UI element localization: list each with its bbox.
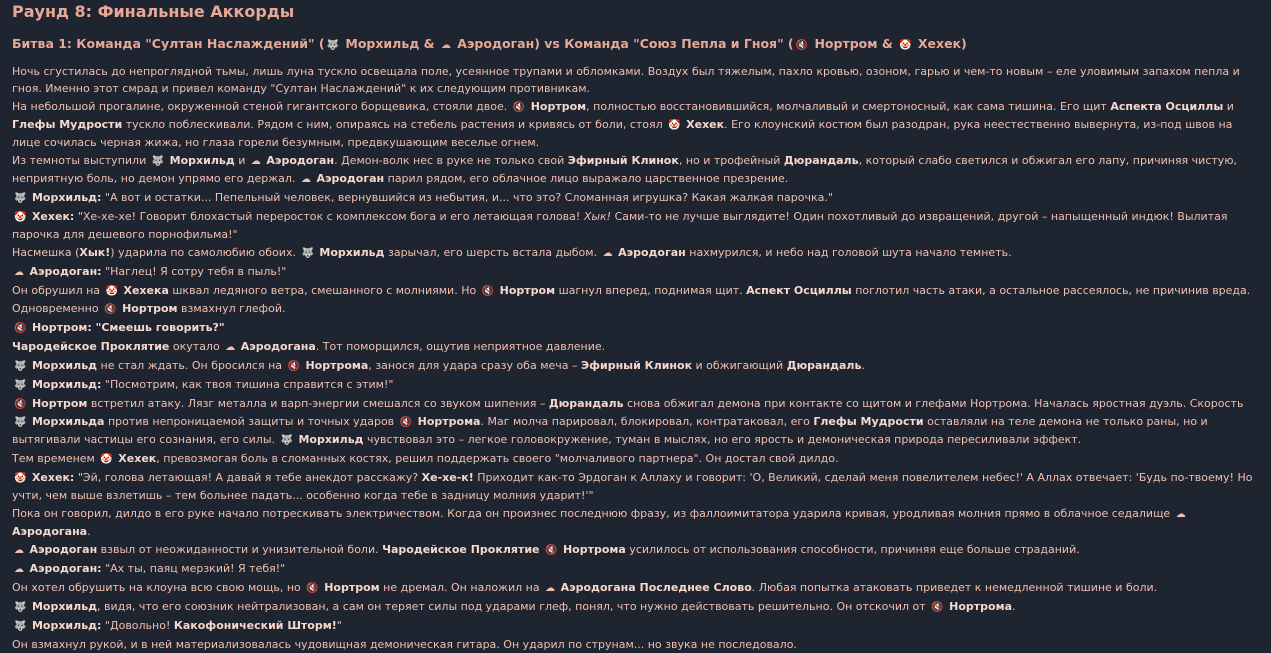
text-run: "Хе-хе-хе! Говорит блохастый переросток с комплексом бога и его летающая голова! bbox=[74, 210, 584, 223]
bold-name: Чародейское Проклятие bbox=[12, 340, 170, 353]
story-paragraph bbox=[12, 98, 1259, 151]
wolf-icon: 🐺 bbox=[301, 248, 314, 259]
text-run: Тем временем bbox=[12, 452, 99, 465]
bold-name: Аэродоган bbox=[29, 543, 98, 556]
text-run: "Ах ты, паяц мерзкий! Я тебя!" bbox=[101, 562, 286, 575]
story-paragraph bbox=[12, 338, 1259, 356]
cloud-icon: ☁ bbox=[1175, 509, 1186, 520]
bold-name: Морхильд bbox=[319, 246, 385, 259]
cloud-icon: ☁ bbox=[14, 564, 24, 575]
bold-name: Хехек: bbox=[31, 471, 75, 484]
text-run: не дремал. Он наложил на bbox=[379, 581, 544, 594]
bold-name: "Смеешь говорить?" bbox=[91, 321, 225, 334]
bold-name: Дюрандаль bbox=[786, 359, 862, 372]
bold-name: Аэродогана bbox=[12, 525, 88, 538]
text-run: шквал ледяного ветра, смешанного с молниями. Но bbox=[168, 284, 480, 297]
cloud-icon: ☁ bbox=[225, 342, 236, 353]
story-paragraph bbox=[12, 617, 1259, 635]
clown-icon: 🤡 bbox=[14, 473, 27, 484]
cloud-icon: ☁ bbox=[14, 267, 24, 278]
bold-name: Нортром bbox=[31, 397, 88, 410]
text-run: . bbox=[861, 359, 865, 372]
mute-icon: 🔇 bbox=[399, 417, 413, 428]
text-run: "Эй, голова летающая! А давай я тебе анекдот расскажу? bbox=[74, 471, 422, 484]
text-run: и обжигающий bbox=[692, 359, 787, 372]
story-paragraph bbox=[12, 189, 1259, 207]
story-paragraph bbox=[12, 541, 1259, 559]
mute-icon: 🔇 bbox=[545, 545, 558, 556]
bold-name: Аэродоган: bbox=[29, 562, 102, 575]
text-run: , занося для удара сразу оба меча – bbox=[368, 359, 581, 372]
bold-name: Глефы Мудрости bbox=[12, 118, 123, 131]
text-run: . Тот поморщился, ощутив неприятное давление. bbox=[315, 340, 606, 353]
clown-icon: 🤡 bbox=[668, 120, 681, 131]
bold-name: Дюрандаль bbox=[548, 397, 624, 410]
bold-name: Нортром bbox=[324, 581, 380, 594]
mute-icon: 🔇 bbox=[931, 602, 944, 613]
mute-icon: 🔇 bbox=[306, 583, 319, 594]
text-run bbox=[540, 543, 544, 556]
text-run: ) ударила по самолюбию обоих. bbox=[110, 246, 300, 259]
text-run: против непроницаемой защиты и точных ударов bbox=[104, 415, 398, 428]
story-paragraph bbox=[12, 282, 1259, 318]
bold-name: Морхильд: bbox=[31, 191, 102, 204]
wolf-icon: 🐺 bbox=[151, 156, 165, 167]
text-run: Он обрушил на bbox=[12, 284, 104, 297]
text-run: . Маг молча парировал, блокировал, контратаковал, его bbox=[480, 415, 814, 428]
bold-name: Морхильда bbox=[31, 415, 105, 428]
story-paragraph bbox=[12, 319, 1259, 337]
wolf-icon: 🐺 bbox=[14, 602, 27, 613]
text-run: "Наглец! Я сотру тебя в пыль!" bbox=[101, 265, 287, 278]
text-run: . Любая попытка атаковать приведет к немедленной тишине и боли. bbox=[751, 581, 1158, 594]
text-run: Ночь сгустилась до непроглядной тьмы, лишь луна тускло освещала поле, усеянное трупами и обломками. Воздух был тяжелым, пахло кровью, озоном, гарью и чем-то новым – еле уловимым запахом пепла и гноя. Именно этот смрад и привел команду "Султан Наслаждений" к их следующим противникам. bbox=[12, 65, 1240, 95]
story-paragraph bbox=[12, 598, 1259, 616]
text-run: и bbox=[1223, 100, 1234, 113]
story-paragraph bbox=[12, 244, 1259, 262]
text-run: Насмешка ( bbox=[12, 246, 80, 259]
text-run: "Довольно! bbox=[101, 619, 174, 632]
text-run: Битва 1: Команда "Султан Наслаждений" ( bbox=[12, 36, 325, 51]
cloud-icon: ☁ bbox=[14, 545, 24, 556]
bold-name: Нортром: bbox=[31, 321, 92, 334]
bold-name: Морхильд bbox=[31, 600, 98, 613]
bold-name: Аэродоган bbox=[266, 154, 335, 167]
bold-name: Морхильд bbox=[169, 154, 235, 167]
text-run: Он взмахнул рукой, и в ней материализовалась чудовищная демоническая гитара. Он ударил по струнам... но звука не последовало. bbox=[12, 638, 797, 651]
bold-name: Хе-хе-к! bbox=[421, 471, 474, 484]
wolf-icon: 🐺 bbox=[14, 621, 27, 632]
text-run: , который слабо светился и обжигал его лапу, причиняя чистую, неприятную боль, но демон упрямо его держал. bbox=[12, 154, 1238, 185]
bold-name: Аэродоган bbox=[316, 172, 385, 185]
cloud-icon: ☁ bbox=[300, 174, 311, 185]
story-paragraph bbox=[12, 469, 1259, 504]
bold-name: Морхильд: bbox=[31, 619, 102, 632]
wolf-icon: 🐺 bbox=[14, 417, 27, 428]
mute-icon: 🔇 bbox=[14, 323, 27, 334]
bold-name: Нортрома bbox=[305, 359, 369, 372]
bold-name: Аэродоган bbox=[618, 246, 686, 259]
text-run: Морхильд & bbox=[345, 36, 439, 51]
clown-icon: 🤡 bbox=[899, 40, 912, 51]
mute-icon: 🔇 bbox=[481, 286, 495, 297]
cloud-icon: ☁ bbox=[602, 248, 613, 259]
story-paragraph bbox=[12, 505, 1259, 540]
wolf-icon: 🐺 bbox=[14, 380, 27, 391]
story-paragraph bbox=[12, 357, 1259, 375]
clown-icon: 🤡 bbox=[14, 212, 27, 223]
mute-icon: 🔇 bbox=[287, 361, 300, 372]
text-run: окутало bbox=[169, 340, 224, 353]
bold-name: Нортром bbox=[122, 302, 178, 315]
text-run: взвыл от неожиданности и унизительной боли. bbox=[97, 543, 383, 556]
clown-icon: 🤡 bbox=[100, 454, 113, 465]
bold-name: Глефы Мудрости bbox=[813, 415, 924, 428]
story-paragraph bbox=[12, 208, 1259, 243]
text-run: взмахнул глефой. bbox=[177, 302, 286, 315]
cloud-icon: ☁ bbox=[440, 40, 451, 51]
text-run: "А вот и остатки... Пепельный человек, вернувшийся из небытия, и... что это? Сломанная игрушка? Какая жалкая парочка." bbox=[101, 191, 833, 204]
bold-name: Эфирный Клинок bbox=[581, 359, 693, 372]
bold-name: Дюрандаль bbox=[783, 154, 859, 167]
cloud-icon: ☁ bbox=[250, 156, 261, 167]
bold-name: Морхильд bbox=[298, 433, 364, 446]
text-run: Нортром & bbox=[814, 36, 898, 51]
story-body bbox=[12, 63, 1259, 653]
page-title: Раунд 8: Финальные Аккорды bbox=[12, 2, 295, 21]
text-run: не стал ждать. Он бросился на bbox=[97, 359, 286, 372]
story-paragraph bbox=[12, 560, 1259, 578]
mute-icon: 🔇 bbox=[795, 40, 809, 51]
text-run: нахмурился, и небо над головой шута начало темнеть. bbox=[685, 246, 1012, 259]
bold-name: Хехек bbox=[118, 452, 157, 465]
story-paragraph bbox=[12, 152, 1259, 188]
text-run: , полностью восстановившийся, молчаливый и смертоносный, как сама тишина. Его щит bbox=[586, 100, 1111, 113]
cloud-icon: ☁ bbox=[545, 583, 556, 594]
text-run: . bbox=[1012, 600, 1016, 613]
text-run: поглотил часть атаки, а остальное рассеялось, не причинив вреда. Одновременно bbox=[12, 284, 1251, 315]
story-paragraph bbox=[12, 263, 1259, 281]
text-run: Сами-то не лучше выглядите! Один похотливый до извращений, другой – напыщенный индюк! Вылитая парочка для дешевого порнофильма!" bbox=[12, 210, 1228, 241]
bold-name: Нортрома bbox=[949, 600, 1012, 613]
italic-text: Хык! bbox=[583, 210, 612, 223]
mute-icon: 🔇 bbox=[14, 399, 27, 410]
bold-name: Нортрома bbox=[417, 415, 481, 428]
text-run: " bbox=[336, 619, 342, 632]
text-run: Хехек) bbox=[917, 36, 967, 51]
story-paragraph bbox=[12, 376, 1259, 394]
story-paragraph bbox=[12, 63, 1259, 97]
bold-name: Хык! bbox=[79, 246, 111, 259]
bold-name: Аспект Осциллы bbox=[746, 284, 852, 297]
text-run: Из темноты выступили bbox=[12, 154, 150, 167]
text-run: Аэродоган) vs Команда "Союз Пепла и Гноя" ( bbox=[457, 36, 794, 51]
bold-name: Аэродогана Последнее Слово bbox=[560, 581, 752, 594]
text-run: , видя, что его союзник нейтрализован, а сам он теряет силы под ударами глеф, понял, что нужно действовать решительно. Он отскочил от bbox=[97, 600, 930, 613]
text-run: . bbox=[87, 525, 91, 538]
bold-name: Аэродоган: bbox=[29, 265, 102, 278]
story-paragraph bbox=[12, 579, 1259, 597]
bold-name: Какофонический Шторм! bbox=[173, 619, 337, 632]
story-paragraph bbox=[12, 395, 1259, 449]
bold-name: Хехек bbox=[686, 118, 725, 131]
clown-icon: 🤡 bbox=[105, 286, 118, 297]
text-run: , превозмогая боль в сломанных костях, решил поддержать своего "молчаливого партнера". Он достал свой дилдо. bbox=[156, 452, 839, 465]
wolf-icon: 🐺 bbox=[14, 193, 27, 204]
text-run: шагнул вперед, поднимая щит. bbox=[555, 284, 747, 297]
text-run: усилилось от использования способности, причиняя еще больше страданий. bbox=[625, 543, 1080, 556]
bold-name: Чародейское Проклятие bbox=[382, 543, 540, 556]
bold-name: Нортром bbox=[530, 100, 587, 113]
text-run: зарычал, его шерсть встала дыбом. bbox=[384, 246, 601, 259]
text-run: оставляли на теле демона не только раны, но и вытягивали частицы его сознания, его силы. bbox=[12, 415, 1208, 446]
text-run: . Его клоунский костюм был разодран, рука неестественно вывернута, из-под швов на лице сочилась черная жижа, но глаза горели безумным, предвкушающим веселье огнем. bbox=[12, 118, 1233, 149]
bold-name: Нортром bbox=[499, 284, 556, 297]
bold-name: Аэродогана bbox=[240, 340, 316, 353]
bold-name: Морхильд: bbox=[31, 378, 102, 391]
bold-name: Хехека bbox=[123, 284, 169, 297]
bold-name: Эфирный Клинок bbox=[567, 154, 679, 167]
bold-name: Морхильд bbox=[31, 359, 98, 372]
bold-name: Аспекта Осциллы bbox=[1110, 100, 1224, 113]
text-run: встретил атаку. Лязг металла и варп-энергии смешался со звуком шипения – bbox=[87, 397, 549, 410]
text-run: снова обжигал демона при контакте со щитом и глефами Нортрома. Началась яростная дуэль. Скорость bbox=[623, 397, 1244, 410]
text-run: и bbox=[234, 154, 249, 167]
text-run: Он хотел обрушить на клоуна всю свою мощь, но bbox=[12, 581, 305, 594]
bold-name: Нортрома bbox=[562, 543, 626, 556]
text-run: Приходит как-то Эрдоган к Аллаху и говорит: 'О, Великий, сделай меня повелителем небес!' А Аллах отвечает: 'Будь по-твоему! Но учти, чем выше взлетишь – тем больнее падать... особенно когда тебе в задницу молния ударит!'" bbox=[12, 471, 1253, 502]
text-run: На небольшой прогалине, окруженной стеной гигантского борщевика, стояли двое. bbox=[12, 100, 511, 113]
text-run: "Посмотрим, как твоя тишина справится с этим!" bbox=[101, 378, 394, 391]
text-run: . Демон-волк нес в руке не только свой bbox=[334, 154, 568, 167]
story-paragraph bbox=[12, 636, 1259, 653]
wolf-icon: 🐺 bbox=[326, 40, 340, 51]
bold-name: Хехек: bbox=[31, 210, 75, 223]
story-paragraph bbox=[12, 450, 1259, 468]
wolf-icon: 🐺 bbox=[280, 435, 293, 446]
mute-icon: 🔇 bbox=[104, 304, 117, 315]
text-run: чувствовал это – легкое головокружение, туман в мыслях, но его ярость и демоническая природа пересиливали эффект. bbox=[363, 433, 1082, 446]
text-run: , но и трофейный bbox=[678, 154, 784, 167]
text-run: Пока он говорил, дилдо в его руке начало потрескивать электричеством. Когда он произнес последнюю фразу, из фаллоимитатора ударила кривая, уродливая молния прямо в облачное седалище bbox=[12, 507, 1174, 520]
battle-heading bbox=[12, 35, 1259, 55]
text-run: парил рядом, его облачное лицо выражало царственное презрение. bbox=[384, 172, 789, 185]
text-run: тускло поблескивали. Рядом с ним, опираясь на стебель растения и кривясь от боли, стоял bbox=[122, 118, 667, 131]
wolf-icon: 🐺 bbox=[14, 361, 27, 372]
mute-icon: 🔇 bbox=[512, 102, 526, 113]
